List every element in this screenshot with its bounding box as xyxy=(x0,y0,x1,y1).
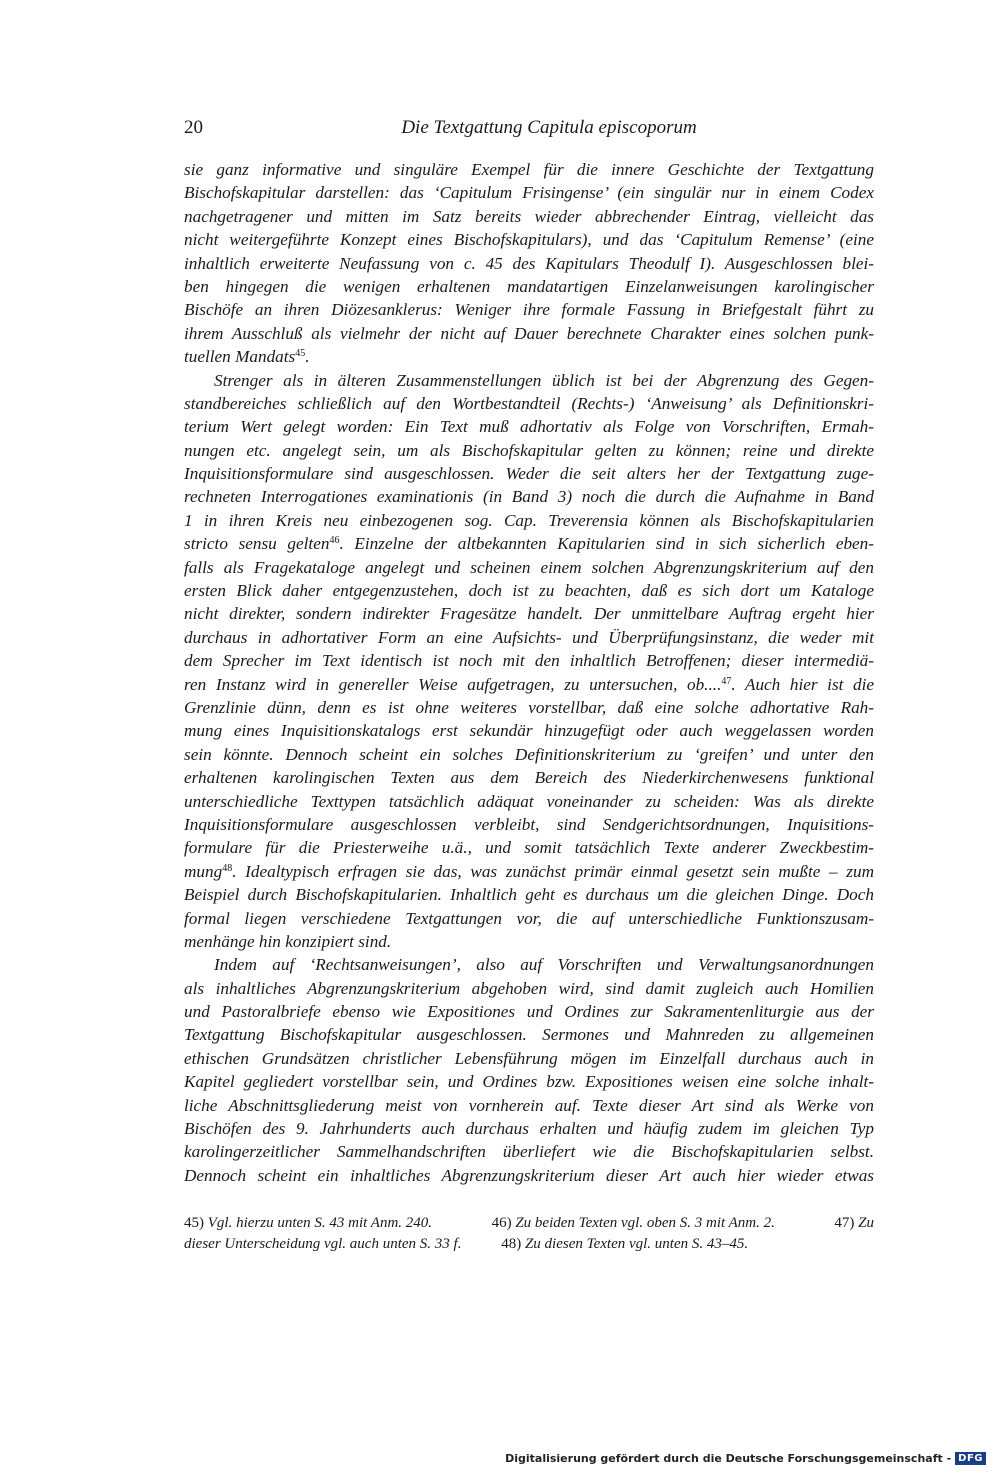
body-text xyxy=(184,158,874,1187)
footnote-number: 47) xyxy=(834,1215,855,1231)
footnote-text: Vgl. hierzu unten S. 43 mit Anm. 240. xyxy=(207,1215,433,1231)
running-title: Die Textgattung Capitula episcoporum xyxy=(401,117,697,138)
footnote-text: Zu xyxy=(858,1215,875,1231)
funding-banner xyxy=(505,1449,986,1467)
text-line: menhänge hin konzipiert sind. xyxy=(184,931,392,951)
text-line: Beispiel durch Bischofskapitularien. Inhaltlich geht es durchaus um die gleichen Dinge. Doch xyxy=(184,885,874,905)
text-line: Bischöfe an ihren Diözesanklerus: Weniger ihre formale Fassung in Briefgestalt führt zu xyxy=(184,300,874,320)
text-segment: . Auch hier ist die xyxy=(731,674,874,694)
page-header xyxy=(184,117,874,141)
text-line: als inhaltliches Abgrenzungskriterium abgehoben wird, sind damit zugleich auch Homilien xyxy=(184,978,874,998)
text-line: formulare für die Priesterweihe u.ä., und somit tatsächlich Texte anderer Zweckbestim- xyxy=(184,838,874,858)
text-line: Bischofskapitular darstellen: das ‘Capitulum Frisingense’ (ein singulär nur in einem Codex xyxy=(184,183,874,203)
text-line: Kapitel gegliedert vorstellbar sein, und Ordines bzw. Expositiones weisen eine solche inhalt- xyxy=(184,1072,874,1092)
text-line: nicht weitergeführte Konzept eines Bischofskapitulars), und das ‘Capitulum Remense’ (eine xyxy=(184,230,874,250)
text-line: erhaltenen karolingischen Texten aus dem Bereich des Niederkirchenwesens funktional xyxy=(184,768,874,788)
text-line: dem Sprecher im Text identisch ist noch mit den inhaltlich Betroffenen; dieser intermediä- xyxy=(184,651,874,671)
text-line: ihrem Ausschluß als vielmehr der nicht auf Dauer berechnete Charakter eines solchen punk- xyxy=(184,323,874,343)
footnote-number: 46) xyxy=(491,1215,512,1231)
footnote-line xyxy=(184,1234,874,1255)
footnote-48 xyxy=(501,1234,748,1255)
text-line: tuellen Mandats$^{45}$. xyxy=(184,347,310,367)
footnote-ref[interactable]: 46 xyxy=(329,535,340,547)
text-line: unterschiedliche Texttypen tatsächlich adäquat voneinander zu scheiden: Was als direkte xyxy=(184,791,874,811)
text-segment: stricto sensu gelten xyxy=(184,534,330,554)
footnote-line xyxy=(184,1213,874,1234)
text-line: Inquisitionsformulare sind ausgeschlossen. Weder die seit alters her der Textgattung zuge- xyxy=(184,464,874,484)
text-segment: . Idealtypisch erfragen sie das, was zunächst primär einmal gesetzt sein mußte – zum xyxy=(232,861,874,881)
footnote-number: 45) xyxy=(184,1215,204,1231)
text-line: Indem auf ‘Rechtsanweisungen’, also auf Vorschriften und Verwaltungsanordnungen xyxy=(214,955,874,975)
dfg-logo: DFG xyxy=(955,1452,986,1465)
footnote-45 xyxy=(184,1213,432,1234)
text-segment: tuellen Mandats xyxy=(184,347,296,367)
text-line: 1 in ihren Kreis neu einbezogenen sog. Cap. Treverensia können als Bischofskapitularien xyxy=(184,510,874,530)
text-line: nungen etc. angelegt sein, um als Bischofskapitular gelten zu können; reine und direkte xyxy=(184,440,874,460)
text-line: sie ganz informative und singuläre Exempel für die innere Geschichte der Textgattung xyxy=(184,160,874,179)
text-line: liche Abschnittsgliederung meist von vornherein auf. Texte dieser Art sind als Werke von xyxy=(184,1095,874,1115)
footnote-46 xyxy=(492,1213,775,1234)
text-line: und Pastoralbriefe ebenso wie Expositiones und Ordines zur Sakramentenliturgie aus der xyxy=(184,1002,874,1022)
text-segment: mung xyxy=(184,861,223,881)
text-line: nicht direkter, sondern indirekter Fragesätze handelt. Der unmittelbare Auftrag ergeht hier xyxy=(184,604,874,624)
footnote-number: 48) xyxy=(501,1236,522,1252)
text-line: Textgattung Bischofskapitular ausgeschlossen. Sermones und Mahnreden zu allgemeinen xyxy=(184,1025,874,1045)
footnote-text: Zu beiden Texten vgl. oben S. 3 mit Anm. 2. xyxy=(515,1215,775,1231)
footnote-ref[interactable]: 45 xyxy=(295,348,306,360)
text-segment: . Einzelne der altbekannten Kapitularien sind in sich sicherlich eben- xyxy=(339,534,874,554)
footnote-47-cont xyxy=(184,1234,461,1255)
text-line: Dennoch scheint ein inhaltliches Abgrenzungskriterium dieser Art auch hier wieder etwas xyxy=(184,1165,874,1185)
text-line: Grenzlinie dünn, denn es ist ohne weiteres vorstellbar, daß eine solche adhortative Rah- xyxy=(184,697,874,717)
text-line: standbereiches schließlich auf den Wortbestandteil (Rechts-) ‘Anweisung’ als Definitionskri- xyxy=(184,393,874,413)
text-line: rechneten Interrogationes examinationis (in Band 3) noch die durch die Aufnahme in Band xyxy=(184,487,874,507)
text-line: durchaus in adhortativer Form an eine Aufsichts- und Überprüfungsinstanz, die weder mit xyxy=(184,627,874,647)
text-line xyxy=(184,860,874,883)
text-line: Strenger als in älteren Zusammenstellungen üblich ist bei der Abgrenzung des Gegen- xyxy=(214,370,874,390)
text-line: Inquisitionsformulare ausgeschlossen verbleibt, sind Sendgerichtsordnungen, Inquisitions- xyxy=(184,814,874,834)
text-line: falls als Fragekataloge angelegt und scheinen einem solchen Abgrenzungskriterium auf den xyxy=(184,557,874,577)
footnotes xyxy=(184,1213,874,1255)
text-line: formal liegen verschiedene Textgattungen vor, die auf unterschiedliche Funktionszusam- xyxy=(184,908,874,928)
text-line xyxy=(184,673,874,696)
text-line: terium Wert gelegt worden: Ein Text muß adhortativ als Folge von Vorschriften, Ermah- xyxy=(184,417,874,437)
footnote-ref[interactable]: 48 xyxy=(222,862,233,874)
text-line: ersten Blick daher entgegenzustehen, doch ist zu beachten, daß es sich dort um Kataloge xyxy=(184,581,874,601)
text-line: Bischöfen des 9. Jahrhunderts auch durchaus erhalten und häufig zudem im gleichen Typ xyxy=(184,1119,874,1139)
text-segment: ren Instanz wird in genereller Weise aufgetragen, zu untersuchen, ob.... xyxy=(184,674,722,694)
text-line: mung eines Inquisitionskatalogs erst sekundär hinzugefügt oder auch weggelassen worden xyxy=(184,721,874,741)
text-line: nachgetragener und mitten im Satz bereits wieder abbrechender Eintrag, vielleicht das xyxy=(184,206,874,226)
text-line: sein könnte. Dennoch scheint ein solches Definitionskriterium zu ‘greifen’ und unter den xyxy=(184,744,874,764)
page-number: 20 xyxy=(184,117,203,138)
text-line: ben hingegen die wenigen erhaltenen mandatartigen Einzelanweisungen karolingischer xyxy=(184,276,874,296)
footnote-text: dieser Unterscheidung vgl. auch unten S. 33 f. xyxy=(184,1236,462,1252)
footnote-47 xyxy=(834,1213,874,1234)
text-line xyxy=(184,532,874,555)
funding-text: Digitalisierung gefördert durch die Deutsche Forschungsgemeinschaft - xyxy=(505,1451,952,1465)
footnote-ref[interactable]: 47 xyxy=(721,675,732,687)
text-line: inhaltlich erweiterte Neufassung von c. 45 des Kapitulars Theodulf I). Ausgeschlossen blei- xyxy=(184,253,874,273)
footnote-text: Zu diesen Texten vgl. unten S. 43–45. xyxy=(524,1236,749,1252)
text-line: ethischen Grundsätzen christlicher Lebensführung mögen im Einzelfall durchaus auch in xyxy=(184,1048,874,1068)
text-line: karolingerzeitlicher Sammelhandschriften überliefert wie die Bischofskapitularien selbst. xyxy=(184,1142,874,1162)
